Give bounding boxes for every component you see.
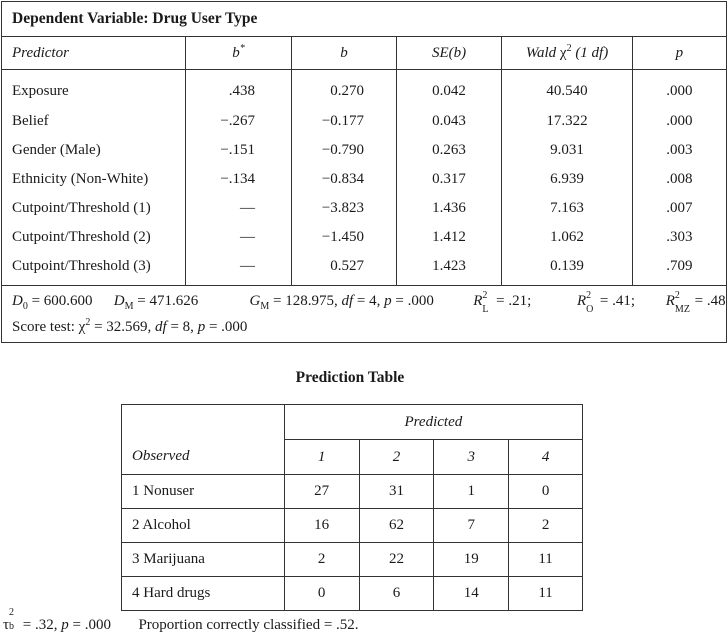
table-row — [2, 165, 727, 194]
wald-value: 17.322 — [502, 107, 633, 136]
observed-label: 2 Alcohol — [122, 509, 285, 543]
count-cell: 27 — [284, 475, 359, 509]
regression-table — [1, 1, 727, 343]
count-cell: 22 — [359, 543, 434, 577]
b-value: −1.450 — [292, 223, 397, 252]
observed-label: 4 Hard drugs — [122, 577, 285, 611]
blank-corner — [122, 405, 285, 440]
score-test: Score test: $\chi^2 = 32.569$, df = 8, p = .000 — [12, 317, 248, 335]
count-cell: 16 — [284, 509, 359, 543]
table-row — [2, 107, 727, 136]
column-header: 4 — [509, 440, 583, 475]
header-p: p — [633, 37, 727, 70]
table-row — [2, 70, 727, 108]
header-predictor: Predictor — [2, 37, 186, 70]
header-b: b — [292, 37, 397, 70]
p-value: .007 — [633, 194, 727, 223]
count-cell: 14 — [434, 577, 509, 611]
wald-value: 40.540 — [502, 70, 633, 108]
se-value: 1.436 — [397, 194, 502, 223]
table-row — [122, 475, 583, 509]
bstar-value: — — [186, 252, 292, 286]
p-value: .000 — [633, 107, 727, 136]
se-value: 0.317 — [397, 165, 502, 194]
predictor-name: Cutpoint/Threshold (3) — [2, 252, 186, 286]
bstar-value: .438 — [186, 70, 292, 108]
prediction-footnote — [3, 607, 359, 634]
column-header: 1 — [284, 440, 359, 475]
column-header: 3 — [434, 440, 509, 475]
d0-stat: $D_0 = 600.600$ — [12, 293, 93, 312]
bstar-value: −.267 — [186, 107, 292, 136]
dm-stat: $D_M = 471.626$ — [113, 293, 199, 312]
bstar-value: −.151 — [186, 136, 292, 165]
count-cell: 2 — [509, 509, 583, 543]
se-value: 0.042 — [397, 70, 502, 108]
observed-label: 1 Nonuser — [122, 475, 285, 509]
bstar-value: — — [186, 194, 292, 223]
wald-value: 9.031 — [502, 136, 633, 165]
se-value: 0.043 — [397, 107, 502, 136]
proportion-classified: Proportion correctly classified = .52. — [138, 617, 359, 633]
predictor-name: Gender (Male) — [12, 142, 101, 158]
table-row — [2, 194, 727, 223]
prediction-table-title: Prediction Table — [295, 369, 405, 386]
observed-header: Observed — [122, 440, 285, 475]
wald-value: 0.139 — [502, 252, 633, 286]
predicted-header: Predicted — [284, 405, 582, 440]
wald-value: 7.163 — [502, 194, 633, 223]
rl-stat: R 2 L = .21; — [473, 290, 532, 315]
count-cell: 62 — [359, 509, 434, 543]
observed-label: 3 Marijuana — [122, 543, 285, 577]
header-bstar: b* — [186, 37, 292, 70]
table-row — [122, 509, 583, 543]
count-cell: 7 — [434, 509, 509, 543]
count-cell: 0 — [284, 577, 359, 611]
table-row — [2, 136, 727, 165]
se-value: 1.423 — [397, 252, 502, 286]
wald-value: 1.062 — [502, 223, 633, 252]
table-row — [122, 543, 583, 577]
p-value: .000 — [633, 70, 727, 108]
rmz-stat: R 2 MZ = .48 — [665, 290, 726, 315]
p-value: .008 — [633, 165, 727, 194]
b-value: 0.527 — [292, 252, 397, 286]
header-se: SE(b) — [397, 37, 502, 70]
table-row — [2, 252, 727, 286]
b-value: −0.790 — [292, 136, 397, 165]
bstar-value: — — [186, 223, 292, 252]
bstar-value: −.134 — [186, 165, 292, 194]
count-cell: 19 — [434, 543, 509, 577]
p-value: .709 — [633, 252, 727, 286]
count-cell: 2 — [284, 543, 359, 577]
predictor-name: Ethnicity (Non-White) — [12, 171, 149, 187]
prediction-table — [121, 404, 583, 611]
b-value: −0.177 — [292, 107, 397, 136]
b-value: 0.270 — [292, 70, 397, 108]
predictor-name: Exposure — [12, 83, 69, 99]
tau-stat: τ 2 b = .32, p = .000 — [3, 607, 111, 633]
p-value: .303 — [633, 223, 727, 252]
count-cell: 11 — [509, 543, 583, 577]
p-value: .003 — [633, 136, 727, 165]
count-cell: 1 — [434, 475, 509, 509]
wald-value: 6.939 — [502, 165, 633, 194]
count-cell: 11 — [509, 577, 583, 611]
column-header: 2 — [359, 440, 434, 475]
fit-line-1 — [12, 288, 726, 314]
predictor-name: Cutpoint/Threshold (2) — [12, 229, 151, 245]
b-value: −3.823 — [292, 194, 397, 223]
model-fit-statistics — [2, 286, 727, 343]
count-cell: 0 — [509, 475, 583, 509]
b-value: −0.834 — [292, 165, 397, 194]
gm-stat: $G_M = 128.975$, df = 4, p = .000 — [249, 293, 434, 312]
table-row — [122, 577, 583, 611]
ro-stat: R 2 O = .41; — [577, 290, 636, 315]
table-row — [2, 223, 727, 252]
predictor-name: Belief — [12, 113, 49, 129]
se-value: 0.263 — [397, 136, 502, 165]
predictor-name: Cutpoint/Threshold (1) — [12, 200, 151, 216]
se-value: 1.412 — [397, 223, 502, 252]
count-cell: 6 — [359, 577, 434, 611]
header-wald: Wald $\chi^2$ (1 df) — [502, 37, 633, 70]
regression-title: Dependent Variable: Drug User Type — [2, 2, 727, 37]
count-cell: 31 — [359, 475, 434, 509]
